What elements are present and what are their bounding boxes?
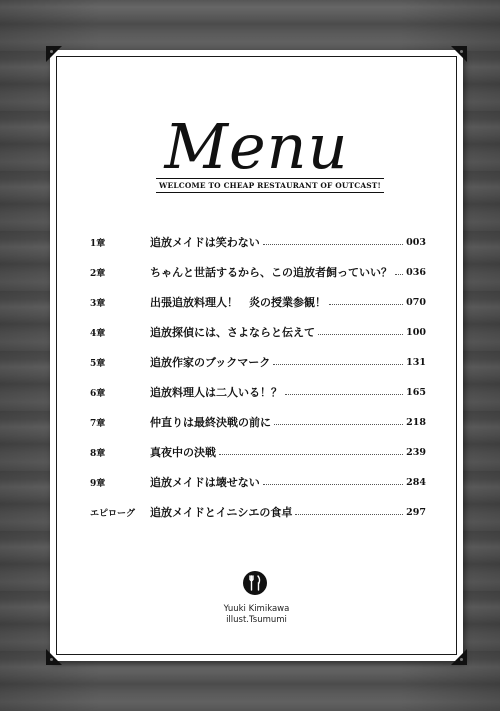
menu-board (50, 50, 463, 661)
toc-leader (263, 483, 403, 485)
toc-page: 100 (406, 326, 426, 338)
toc-page: 239 (406, 446, 426, 458)
toc-leader (295, 513, 403, 515)
toc-chapter: 2章 (90, 268, 106, 279)
toc-leader (273, 363, 403, 365)
toc-page: 070 (406, 296, 426, 308)
toc-page: 165 (406, 386, 426, 398)
toc-leader (318, 333, 403, 335)
table-of-contents (90, 233, 426, 533)
toc-title: 追放メイドは壊せない (150, 476, 260, 489)
toc-leader (285, 393, 403, 395)
toc-title: 追放探偵には、さよならと伝えて (150, 326, 315, 339)
toc-chapter: エピローグ (90, 508, 136, 519)
toc-entry[interactable] (90, 353, 426, 371)
toc-title: 追放作家のブックマーク (150, 356, 271, 369)
toc-page: 131 (406, 356, 426, 368)
toc-page: 036 (406, 266, 426, 278)
toc-chapter: 3章 (90, 298, 106, 309)
toc-title: 追放メイドは笑わない (150, 236, 260, 249)
toc-entry[interactable] (90, 323, 426, 341)
toc-title: 出張追放料理人！ 炎の授業参観！ (150, 296, 326, 309)
credits (50, 604, 463, 626)
toc-entry[interactable] (90, 233, 426, 251)
toc-leader (329, 303, 403, 305)
toc-chapter: 5章 (90, 358, 106, 369)
toc-entry[interactable] (90, 443, 426, 461)
toc-entry[interactable] (90, 263, 426, 281)
toc-leader (274, 423, 403, 425)
toc-page: 284 (406, 476, 426, 488)
author-name: Yuuki Kimikawa (223, 604, 290, 614)
toc-entry[interactable] (90, 383, 426, 401)
toc-entry[interactable] (90, 413, 426, 431)
toc-page: 297 (406, 506, 426, 518)
toc-page: 218 (406, 416, 426, 428)
toc-leader (395, 273, 403, 275)
menu-subtitle: WELCOME TO CHEAP RESTAURANT OF OUTCAST! (156, 178, 384, 193)
illustrator-name: illust.Tsumumi (226, 615, 287, 625)
toc-chapter: 8章 (90, 448, 106, 459)
toc-leader (263, 243, 403, 245)
toc-leader (219, 453, 403, 455)
toc-title: 追放料理人は二人いる！？ (150, 386, 282, 399)
toc-title: 仲直りは最終決戦の前に (150, 416, 271, 429)
toc-chapter: 4章 (90, 328, 106, 339)
toc-chapter: 9章 (90, 478, 106, 489)
menu-title: Menu (164, 110, 349, 183)
toc-entry[interactable] (90, 503, 426, 521)
toc-title: 真夜中の決戦 (150, 446, 216, 459)
toc-chapter: 7章 (90, 418, 106, 429)
fork-knife-icon (243, 571, 267, 595)
toc-title: ちゃんと世話するから、この追放者飼っていい？ (150, 266, 392, 279)
toc-chapter: 1章 (90, 238, 106, 249)
toc-page: 003 (406, 236, 426, 248)
toc-entry[interactable] (90, 473, 426, 491)
toc-chapter: 6章 (90, 388, 106, 399)
toc-entry[interactable] (90, 293, 426, 311)
toc-title: 追放メイドとイニシエの食卓 (150, 506, 293, 519)
